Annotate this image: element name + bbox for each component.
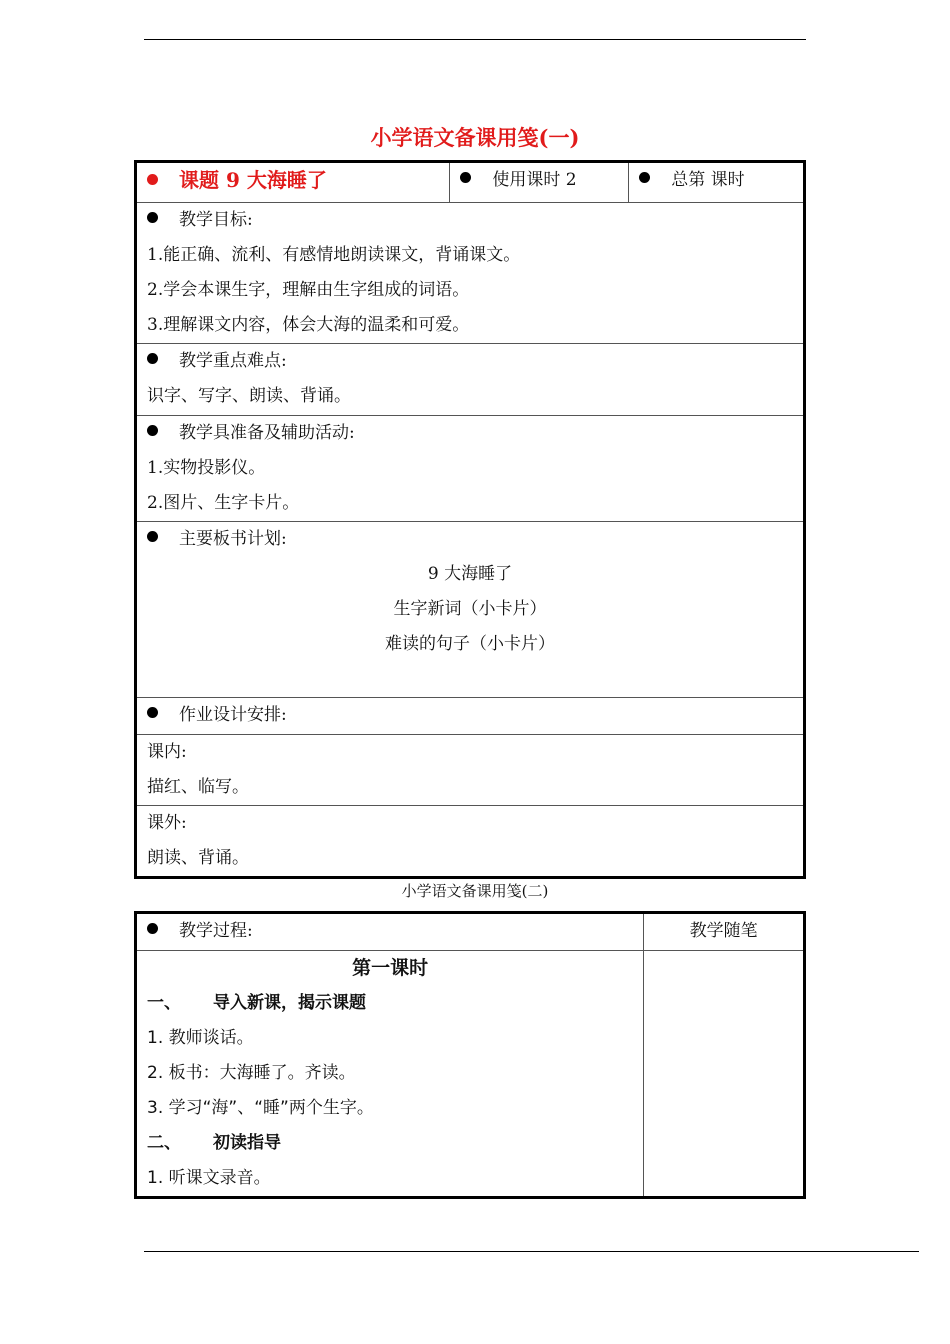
notes-heading: 教学随笔 [689, 921, 758, 941]
total-label: 总第 课时 [671, 170, 745, 190]
homework-after [136, 806, 805, 878]
bullet-icon [147, 707, 158, 718]
homework-section [136, 698, 805, 735]
lesson-plan-sheet-1 [134, 160, 806, 879]
bullet-icon [460, 172, 471, 183]
notes-content [644, 951, 805, 1198]
prep-item: 2.图片、生字卡片。 [147, 493, 300, 513]
goal-item: 1.能正确、流利、有感情地朗读课文，背诵课文。 [147, 245, 521, 265]
bullet-icon [639, 172, 650, 183]
topic-cell [136, 162, 450, 203]
bullet-icon [147, 425, 158, 436]
keypoints-section [136, 344, 805, 416]
lesson-title: 第一课时 [352, 957, 429, 979]
goal-item: 3.理解课文内容，体会大海的温柔和可爱。 [147, 315, 470, 335]
top-rule [144, 39, 806, 40]
lesson-plan-sheet-2 [134, 911, 806, 1199]
bottom-rule [144, 1251, 919, 1252]
inclass-label: 课内: [147, 742, 187, 762]
notes-heading-cell [644, 913, 805, 951]
goals-section [136, 203, 805, 344]
section-heading: 二、 初读指导 [147, 1133, 281, 1153]
prep-section [136, 416, 805, 522]
bullet-icon [147, 353, 158, 364]
process-heading: 教学过程: [179, 921, 253, 941]
goals-heading: 教学目标: [179, 210, 253, 230]
keypoints-heading: 教学重点难点: [179, 351, 287, 371]
process-item: 1. 教师谈话。 [147, 1028, 254, 1048]
goal-item: 2.学会本课生字，理解由生字组成的词语。 [147, 280, 470, 300]
homework-heading: 作业设计安排: [179, 705, 287, 725]
process-heading-cell [136, 913, 644, 951]
hours-cell [450, 162, 629, 203]
page-subtitle: 小学语文备课用笺(二) [401, 882, 549, 900]
board-section [136, 522, 805, 698]
process-content [136, 951, 644, 1198]
hours-label: 使用课时 2 [492, 170, 577, 190]
total-cell [629, 162, 805, 203]
page-title: 小学语文备课用笺(一) [370, 125, 580, 150]
prep-heading: 教学具准备及辅助活动: [179, 423, 355, 443]
board-heading: 主要板书计划: [179, 529, 287, 549]
bullet-icon [147, 174, 158, 185]
board-line: 9 大海睡了 [427, 564, 513, 584]
inclass-text: 描红、临写。 [147, 777, 249, 797]
process-item: 1. 听课文录音。 [147, 1168, 271, 1188]
homework-inclass [136, 735, 805, 806]
process-item: 3. 学习“海”、“睡”两个生字。 [147, 1098, 374, 1118]
topic-title: 课题 9 大海睡了 [179, 168, 327, 192]
prep-item: 1.实物投影仪。 [147, 458, 266, 478]
process-item: 2. 板书：大海睡了。齐读。 [147, 1063, 356, 1083]
bullet-icon [147, 212, 158, 223]
board-line: 难读的句子（小卡片） [385, 634, 555, 654]
keypoints-text: 识字、写字、朗读、背诵。 [147, 386, 351, 406]
bullet-icon [147, 923, 158, 934]
bullet-icon [147, 531, 158, 542]
after-text: 朗读、背诵。 [147, 848, 249, 868]
board-line: 生字新词（小卡片） [393, 599, 547, 619]
section-heading: 一、 导入新课，揭示课题 [147, 993, 366, 1013]
after-label: 课外: [147, 813, 187, 833]
